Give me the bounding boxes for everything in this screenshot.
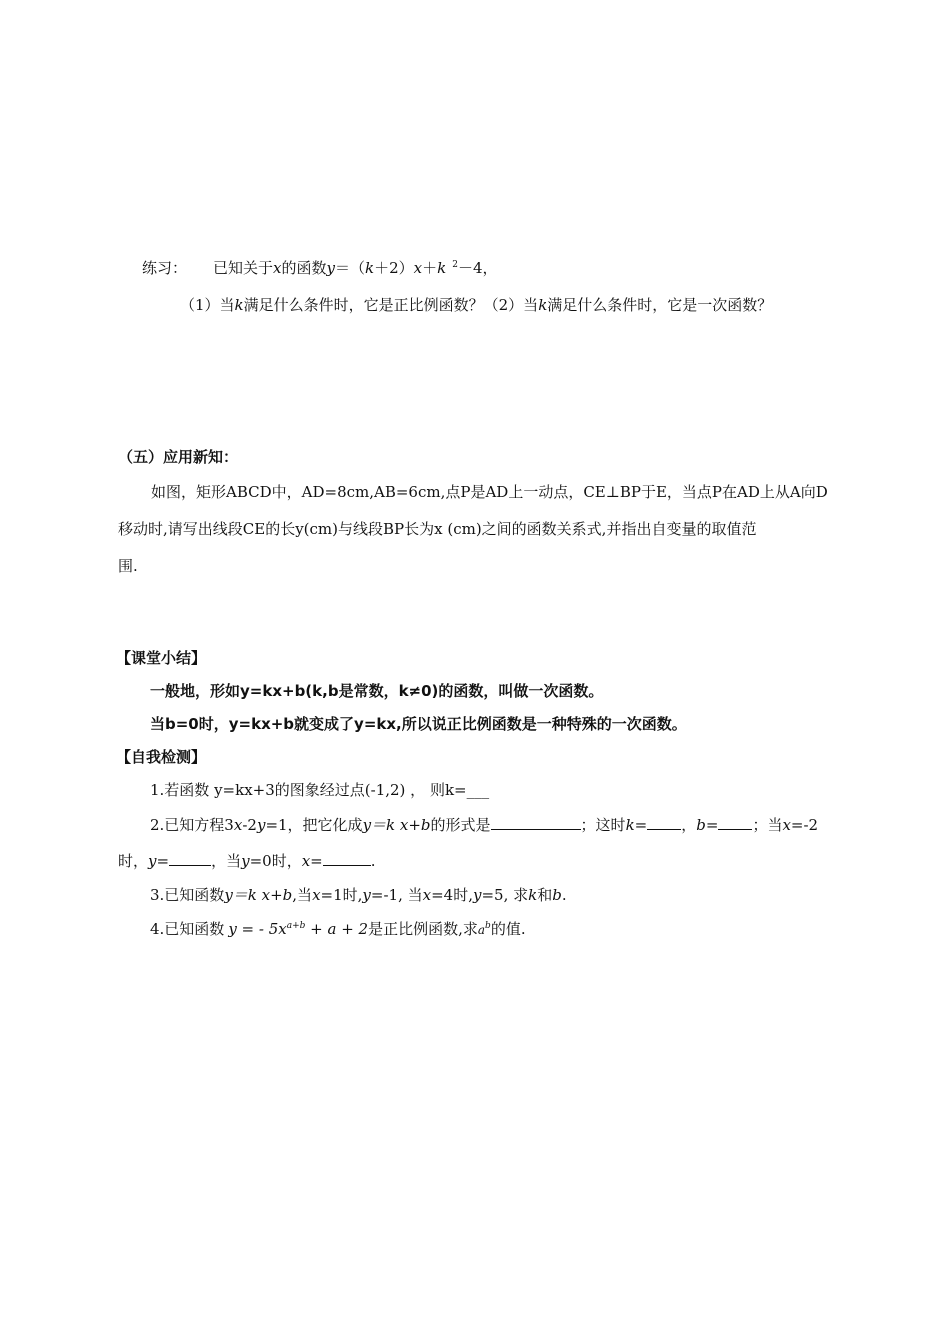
summary-line1: 一般地，形如y=kx+b(k,b是常数，k≠0)的函数，叫做一次函数。	[150, 682, 604, 700]
section5-line1: 如图，矩形ABCD中，AD=8cm,AB=6cm,点P是AD上一动点，CE⊥BP于E，当点P在AD上从A向D	[151, 483, 828, 501]
section5-heading: （五）应用新知：	[118, 448, 239, 466]
answer-blank-form[interactable]	[491, 815, 581, 830]
practice-stem: 练习： 已知关于x的函数y＝（k＋2）x＋k $^2$－4，	[142, 259, 498, 277]
selfcheck-heading: 【自我检测】	[116, 748, 207, 766]
selfcheck-q2-line2: 时，y= ，当y=0时，x= .	[118, 852, 376, 870]
section5-line3: 围.	[118, 557, 138, 575]
answer-blank-y[interactable]	[169, 851, 211, 866]
summary-line2: 当b=0时，y=kx+b就变成了y=kx,所以说正比例函数是一种特殊的一次函数。	[150, 715, 687, 733]
answer-blank-k[interactable]	[647, 815, 681, 830]
q4-equation: y = - 5x	[228, 920, 287, 938]
selfcheck-q2-line1: 2.已知方程3x-2y=1，把它化成y＝k x+b的形式是 ；这时k= ，b= ；当x=-2	[150, 816, 819, 834]
selfcheck-q4: 4.已知函数 y = - $5x^{a+b} + a + 2$是正比例函数,求$a^b$的值.	[150, 920, 526, 938]
section5-line2: 移动时,请写出线段CE的长y(cm)与线段BP长为x (cm)之间的函数关系式,并指出自变量的取值范	[118, 520, 757, 538]
answer-blank-b[interactable]	[718, 815, 752, 830]
answer-blank-x[interactable]	[323, 851, 371, 866]
practice-questions: （1）当k满足什么条件时，它是正比例函数？（2）当k满足什么条件时，它是一次函数？	[180, 296, 773, 314]
selfcheck-q1: 1.若函数 y=kx+3的图象经过点(-1,2) ， 则k=___	[150, 781, 490, 799]
summary-heading: 【课堂小结】	[116, 649, 207, 667]
practice-label: 练习：	[142, 259, 188, 277]
selfcheck-q3: 3.已知函数y＝k x+b,当x=1时,y=-1, 当x=4时,y=5, 求k和b.	[150, 886, 567, 904]
